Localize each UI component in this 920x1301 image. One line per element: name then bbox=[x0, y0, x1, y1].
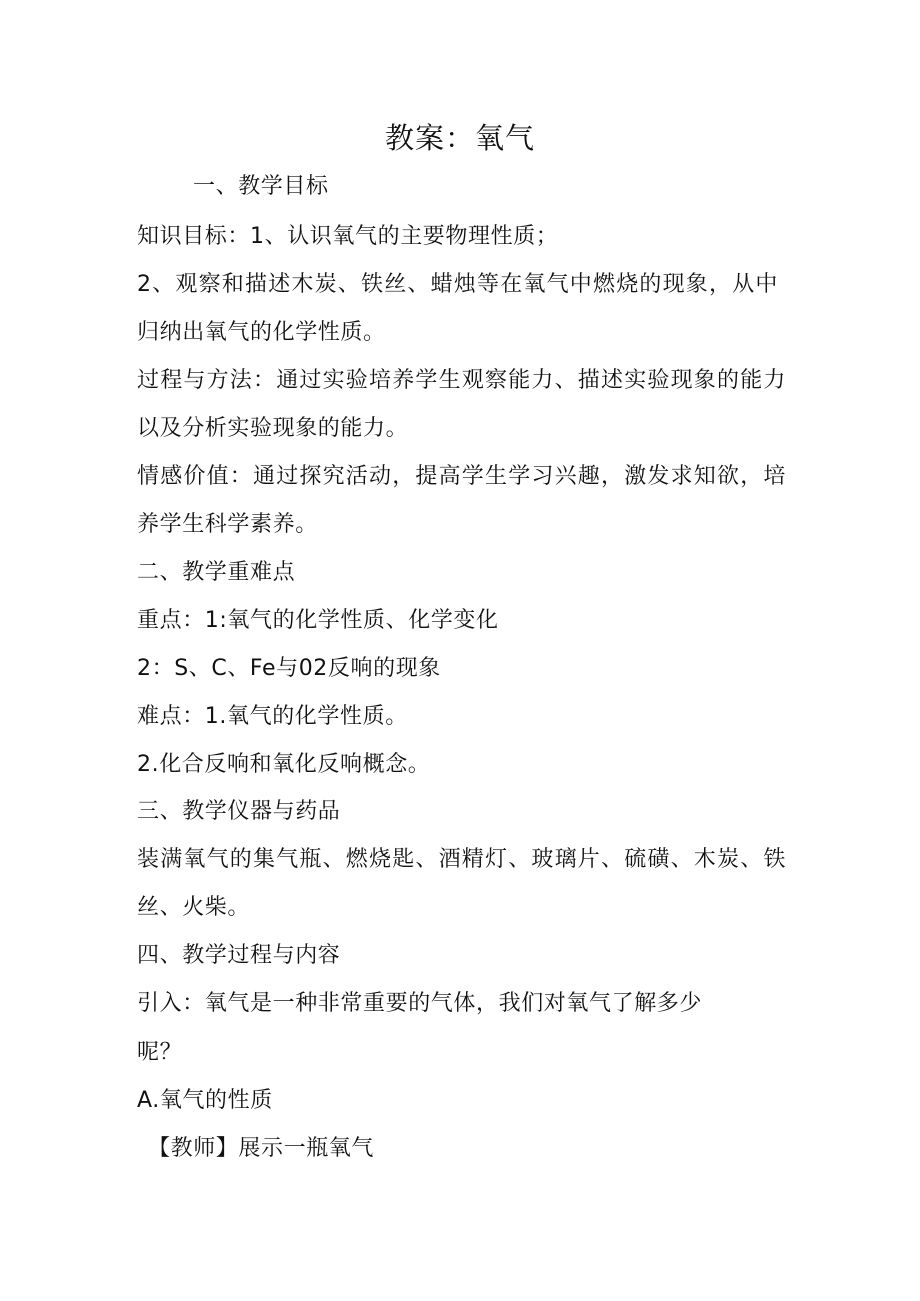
text-line: 2：S、C、Fe与02反响的现象 bbox=[137, 656, 441, 681]
text-line: 情感价值：通过探究活动，提高学生学习兴趣，激发求知欲，培 bbox=[137, 464, 787, 489]
section-heading-process: 四、教学过程与内容 bbox=[137, 943, 341, 968]
section-heading-objectives: 一、教学目标 bbox=[193, 174, 329, 199]
text-line: 重点：1:氧气的化学性质、化学变化 bbox=[137, 608, 499, 633]
text-line: 难点：1.氧气的化学性质。 bbox=[137, 704, 408, 729]
text-line: 养学生科学素养。 bbox=[137, 512, 318, 537]
text-line: 丝、火柴。 bbox=[137, 895, 251, 920]
text-line: 装满氧气的集气瓶、燃烧匙、酒精灯、玻璃片、硫磺、木炭、铁 bbox=[137, 847, 787, 872]
text-line: 以及分析实验现象的能力。 bbox=[137, 416, 409, 441]
section-heading-key-points: 二、教学重难点 bbox=[137, 560, 296, 585]
text-line: 2.化合反响和氧化反响概念。 bbox=[137, 752, 431, 777]
text-line: 过程与方法：通过实验培养学生观察能力、描述实验现象的能力 bbox=[137, 368, 787, 393]
text-line: 呢？ bbox=[137, 1040, 183, 1065]
document-title: 教案：氧气 bbox=[384, 121, 535, 155]
text-line: 归纳出氧气的化学性质。 bbox=[137, 320, 386, 345]
section-heading-materials: 三、教学仪器与药品 bbox=[137, 799, 341, 824]
text-line: 2、观察和描述木炭、铁丝、蜡烛等在氧气中燃烧的现象，从中 bbox=[137, 272, 779, 297]
text-line: 知识目标：1、认识氧气的主要物理性质； bbox=[137, 224, 559, 249]
subsection-heading: A.氧气的性质 bbox=[137, 1088, 273, 1113]
text-line: 引入：氧气是一种非常重要的气体，我们对氧气了解多少 bbox=[137, 991, 703, 1016]
text-line: 【教师】展示一瓶氧气 bbox=[148, 1136, 375, 1161]
